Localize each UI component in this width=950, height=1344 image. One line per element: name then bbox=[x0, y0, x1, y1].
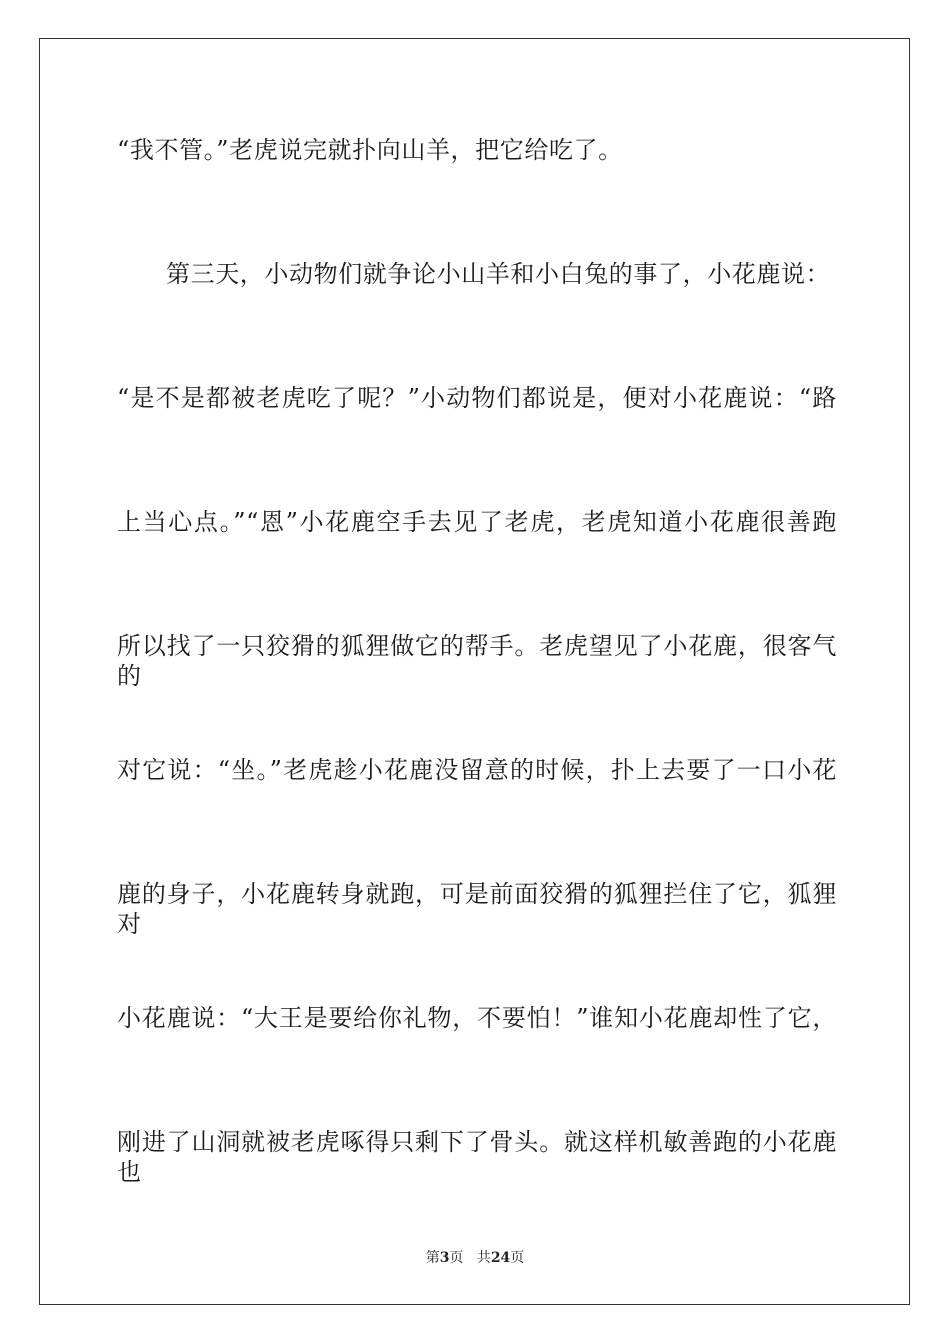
total-suffix: 页 bbox=[510, 1250, 525, 1266]
total-page-count: 24 bbox=[490, 1250, 511, 1266]
page-suffix: 页 bbox=[449, 1250, 464, 1266]
paragraph-line-7: 鹿的身子，小花鹿转身就跑，可是前面狡猾的狐狸拦住了它，狐狸对 bbox=[117, 880, 837, 938]
current-page-number: 3 bbox=[439, 1250, 450, 1266]
page-footer bbox=[0, 1249, 950, 1267]
paragraph-line-4: 上当心点。”“恩”小花鹿空手去见了老虎，老虎知道小花鹿很善跑 bbox=[117, 508, 837, 536]
paragraph-line-8: 小花鹿说：“大王是要给你礼物，不要怕！”谁知小花鹿却性了它， bbox=[117, 1004, 837, 1032]
total-prefix: 共 bbox=[476, 1250, 491, 1266]
paragraph-line-1: “我不管。”老虎说完就扑向山羊，把它给吃了。 bbox=[117, 136, 623, 164]
page-prefix: 第 bbox=[425, 1250, 440, 1266]
paragraph-line-6: 对它说：“坐。”老虎趁小花鹿没留意的时候，扑上去要了一口小花 bbox=[117, 756, 837, 784]
paragraph-line-3: “是不是都被老虎吃了呢？”小动物们都说是，便对小花鹿说：“路 bbox=[117, 384, 837, 412]
paragraph-line-2: 第三天，小动物们就争论小山羊和小白兔的事了，小花鹿说： bbox=[166, 260, 831, 288]
paragraph-line-5: 所以找了一只狡猾的狐狸做它的帮手。老虎望见了小花鹿，很客气的 bbox=[117, 632, 837, 690]
paragraph-line-9: 刚进了山洞就被老虎啄得只剩下了骨头。就这样机敏善跑的小花鹿也 bbox=[117, 1128, 837, 1186]
